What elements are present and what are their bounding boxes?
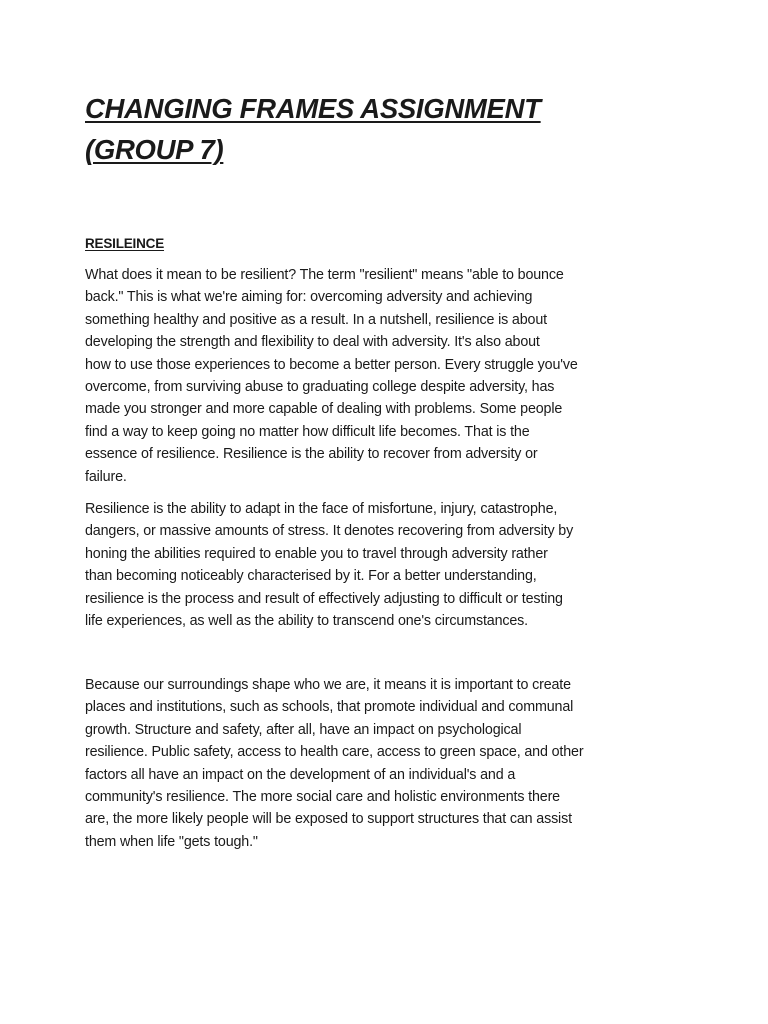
text-line: made you stronger and more capable of dealing with problems. Some people (85, 401, 563, 418)
text-line: are, the more likely people will be exposed to support structures that can assist (85, 811, 572, 828)
title-line: (GROUP 7) (85, 134, 224, 165)
text-line: find a way to keep going no matter how difficult life becomes. That is the (85, 423, 530, 440)
text-line: resilience is the process and result of effectively adjusting to difficult or testing (85, 590, 563, 607)
text-line: them when life "gets tough." (85, 833, 258, 850)
document-title (85, 88, 625, 170)
text-line: growth. Structure and safety, after all, have an impact on psychological (85, 721, 522, 738)
text-line: failure. (85, 468, 127, 485)
document-page (85, 88, 625, 850)
text-line: than becoming noticeably characterised by it. For a better understanding, (85, 568, 537, 585)
text-line: Resilience is the ability to adapt in the face of misfortune, injury, catastrophe, (85, 501, 558, 517)
text-line: community's resilience. The more social care and holistic environments there (85, 789, 560, 806)
text-line: overcome, from surviving abuse to graduating college despite adversity, has (85, 379, 555, 396)
text-line: back." This is what we're aiming for: overcoming adversity and achieving (85, 289, 533, 306)
text-line: honing the abilities required to enable you to travel through adversity rather (85, 545, 548, 562)
text-line: how to use those experiences to become a better person. Every struggle you've (85, 356, 578, 373)
text-line: dangers, or massive amounts of stress. It denotes recovering from adversity by (85, 523, 574, 540)
text-line: resilience. Public safety, access to health care, access to green space, and other (85, 744, 584, 761)
title-line: CHANGING FRAMES ASSIGNMENT (85, 93, 541, 124)
section-heading: RESILEINCE (85, 236, 165, 251)
paragraph-3 (85, 674, 625, 853)
paragraph-1 (85, 264, 625, 488)
text-line: places and institutions, such as schools, that promote individual and communal (85, 699, 574, 716)
text-line: Because our surroundings shape who we are, it means it is important to create (85, 677, 571, 693)
text-line: factors all have an impact on the development of an individual's and a (85, 766, 516, 783)
text-line: essence of resilience. Resilience is the ability to recover from adversity or (85, 446, 538, 463)
text-line: What does it mean to be resilient? The term "resilient" means "able to bounce (85, 267, 564, 283)
text-line: life experiences, as well as the ability to transcend one's circumstances. (85, 613, 528, 630)
text-line: developing the strength and flexibility to deal with adversity. It's also about (85, 334, 540, 351)
text-line: something healthy and positive as a result. In a nutshell, resilience is about (85, 311, 547, 328)
paragraph-2 (85, 498, 625, 632)
